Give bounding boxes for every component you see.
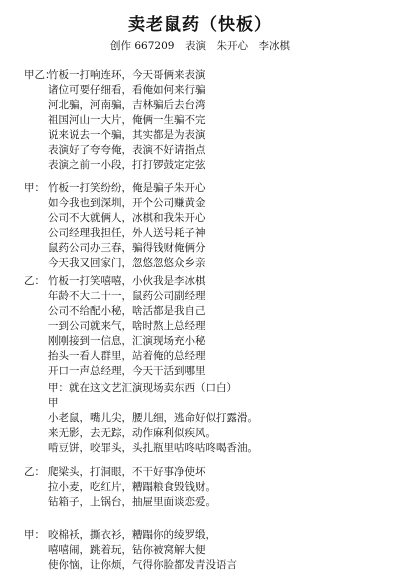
verse-line: 一到公司就来气，啥时熬上总经理 [48,320,206,332]
verse-line: 说来说去一个骗，其实都是为表演 [48,129,206,141]
verse-line: 来无影，去无踪，动作麻利似疾风。 [48,427,216,439]
speaker-label: 甲 [48,397,59,409]
speaker-label: 乙： [24,466,45,478]
verse-line: 嘻嘻闹，跳着玩，钻你被窝解大便 [48,544,206,556]
verse-line: 诸位可要仔细看，看俺如何来行骗 [48,84,206,96]
spoken-line: 甲：就在这文艺汇演现场卖东西（口白） [48,382,237,394]
verse-line: 竹板一打笑嘻嘻，小伙我是李冰棋 [48,275,206,287]
verse-line: 鼠药公司办三春，骗得钱财俺俩分 [48,242,206,254]
verse-line: 啃豆饼，咬罪头，头扎瓶里咕咚咕咚喝香油。 [48,442,258,454]
verse-line: 拉小麦，吃红片，糟蹋粮食毁钱财。 [48,481,216,493]
speaker-label: 甲乙： [24,69,56,81]
verse-line: 公司不给配小秘，啥活都是我自己 [48,305,206,317]
verse-line: 如今我也到深圳，开个公司赚黄金 [48,197,206,209]
speaker-label: 甲： [24,182,45,194]
document-title: 卖老鼠药（快板） [128,15,272,35]
verse-line: 使你恼，让你烦，气得你脸都发青没语言 [48,559,237,571]
verse-line: 公司经理我担任，外人送号耗子神 [48,227,206,239]
verse-line: 今天我又回家门，忽悠忽悠众乡亲 [48,257,206,269]
author-performers-line: 创作 667209 表演 朱开心 李冰棋 [110,40,290,52]
verse-line: 小老鼠，嘴儿尖，腰儿细，逃命好似打露滑。 [48,412,258,424]
verse-line: 刚刚接到一信息，汇演现场充小秘 [48,335,206,347]
verse-line: 祖国河山一大片，俺俩一生骗不完 [48,114,206,126]
verse-section [24,381,394,456]
verse-line: 抬头一看人群里，站着俺的总经理 [48,350,206,362]
verse-line: 表演好了夸夸俺，表演不好请指点 [48,144,206,156]
verse-section [24,274,394,379]
verse-section [24,181,394,271]
verse-line: 河北骗，河南骗，吉林骗后去台湾 [48,99,206,111]
verse-line: 公司不大就俩人，冰棋和我朱开心 [48,212,206,224]
verse-line: 表演之前一小段，打打锣鼓定定弦 [48,159,206,171]
verse-line: 开口一声总经理，今天干活到哪里 [48,365,206,377]
verse-line: 竹板一打响连环，今天哥俩来表演 [48,69,206,81]
verse-line: 年龄不大二十一，鼠药公司副经理 [48,290,206,302]
verse-section [24,528,394,573]
verse-line: 咬棉袄，撕衣衫，糟蹋你的绫罗缎， [48,529,216,541]
verse-line: 爬梁头，打洞眼，不干好事净使坏 [48,466,206,478]
speaker-label: 乙： [24,275,45,287]
verse-section [24,68,394,173]
verse-line: 钻箱子，上锅台，抽屉里面谈恋爱。 [48,496,216,508]
speaker-label: 甲： [24,529,45,541]
verse-section [24,465,394,510]
verse-line: 竹板一打笑纷纷，俺是骗子朱开心 [48,182,206,194]
